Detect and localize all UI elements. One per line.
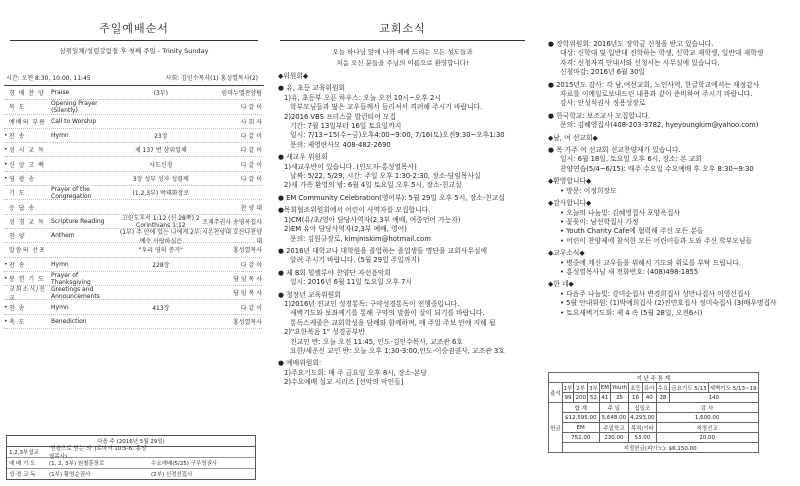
order-a: 교회소식/친교 — [9, 285, 47, 302]
stat-cell: Youth — [612, 384, 628, 391]
order-d: 시온찬양대 호산나찬양대 — [202, 228, 262, 245]
order-c: (3부) — [153, 90, 168, 98]
welcome-intro — [270, 47, 535, 69]
service-leaders: 사회: 김인수목사(1) 홍성열목사(2) — [165, 75, 258, 82]
order-row — [4, 143, 262, 157]
order-b: Call to Worship — [51, 117, 97, 125]
stat-cell: EM — [600, 384, 609, 391]
next-week-cell: (1, 2, 3부) 원철훈장로 — [49, 461, 105, 467]
stat-cell: 1부 — [562, 383, 574, 393]
news-line: 알려 주시기 바랍니다. (5월 29일 주일까지) — [290, 256, 420, 265]
news-line: ● 목 가주 여 선교회 선교찬양제가 있습니다. — [548, 146, 681, 155]
order-star: • — [4, 160, 8, 168]
news-list — [278, 72, 529, 388]
order-a: 봉 헌 기 도 — [9, 276, 45, 283]
next-week-cell: (2부) 신경선집사 — [151, 472, 193, 478]
news-line: 2)2016 VBS 프리스쿨 발런티어 모집 — [284, 112, 397, 121]
news-line: • 토요새벽기도회: 제 4 속 (5월 28일, 오전6시) — [560, 308, 703, 317]
order-a: 기 도 — [9, 190, 26, 198]
stat-cell: 28 — [656, 393, 670, 403]
news-line: 자료를 이메일로보내드린 내용과 같이 준비하여 주시기 바랍니다. — [560, 90, 753, 99]
stat-cell: 5,648.00 — [599, 413, 628, 423]
worship-subtitle: 삼위일체/성령강림절 후 첫째 주일 - Trinity Sunday — [59, 47, 209, 55]
news-line: • 꽃꽂이: 남선학집사 가정 — [560, 217, 639, 226]
news-line: 학부모님들과 많은 교우들께서 들리셔서 격려해 주시기 바랍니다. — [290, 103, 483, 112]
stat-row — [549, 443, 759, 453]
order-a: 축 도 — [9, 318, 26, 326]
stat-cell: 4,293.00 — [630, 414, 655, 421]
stat-cell: 합 계 — [562, 403, 599, 413]
order-a: 영 광 송 — [9, 175, 36, 183]
stat-cell: 수요 — [656, 383, 670, 393]
news-line: 기간: 7월 13일부터 16일 토요일까지 — [290, 122, 402, 131]
stat-cell: 지정선교 — [656, 423, 758, 433]
church-news-title: 교회소식 — [379, 22, 426, 35]
order-star: • — [4, 317, 8, 325]
order-a: 말씀의 선포 — [9, 247, 46, 255]
order-a: 경 배 찬 양 — [9, 90, 45, 98]
stat-cell: 유아 — [642, 383, 656, 393]
next-week-cell: 1,2,3부설교 — [9, 450, 39, 456]
next-week-row — [7, 469, 255, 479]
church-news-column — [270, 0, 535, 486]
news-line: 2)"요한복음 1" 성경공부반 — [284, 328, 365, 337]
stat-row — [549, 373, 759, 383]
title-divider — [10, 40, 258, 41]
news-line: 1)주요기도회: 매 주 금요일 오후 8시, 장소-본당 — [284, 368, 427, 377]
order-b: Hymn — [51, 132, 69, 140]
stat-cell: 주일학교 — [599, 423, 628, 433]
stat-cell: 헌금 — [549, 403, 563, 453]
news-line: ◆위원회◆ — [278, 72, 309, 80]
order-d: 홍성열목사 — [233, 247, 262, 255]
intro-line: 처음 오신 분들을 주님의 이름으로 환영합니다! — [336, 59, 469, 67]
order-c: 사도신경 — [149, 161, 173, 169]
order-c: 413장 — [152, 304, 170, 312]
stat-cell: $12,595.00 — [562, 413, 599, 423]
stat-cell: 출석 — [549, 383, 563, 403]
news-line: • 방문: 이정희장도 — [560, 186, 617, 195]
stat-cell: 지정헌금(피아노): $6,150.00 — [562, 443, 758, 453]
news-line: ◆남, 여 선교회◆ — [548, 133, 598, 142]
next-week-header: 다음 주 (2016년 5월 29일) — [7, 436, 255, 447]
news-line: ● 청장년 교육위원회 — [278, 290, 341, 299]
news-line: 찬양연습(5/4~6/15): 매주 수요일 수요예배 후 오후 8:30~9:30 — [560, 164, 754, 173]
next-week-box — [6, 435, 256, 480]
news-line: 1)유, 초등부 오픈 하우스: 오늘 오전 10시~오후 2시 — [284, 93, 441, 102]
order-row — [4, 115, 262, 129]
stat-row — [549, 423, 759, 433]
order-row — [4, 243, 262, 257]
news-line: 1)새교우반이 있습니다. (인도자-홍성열목사) — [284, 162, 417, 171]
stat-cell: 주 일 — [599, 403, 628, 413]
stat-cell: 230.00 — [599, 433, 628, 443]
order-c: "우리 영의 증거" — [138, 247, 183, 255]
order-b: Scripture Reading — [51, 217, 105, 225]
order-b: Greetings and Announcements — [51, 285, 100, 300]
order-b: Benediction — [51, 317, 87, 325]
order-d: 담 임 목 사 — [233, 276, 262, 283]
order-c: (1부) 주 안에 있는 나에게 2부: 예수 사랑하심은 — [119, 228, 202, 245]
news-line: 신청마감: 2016년 6월 30일 — [560, 68, 646, 77]
stat-cell: 53.00 — [629, 433, 657, 443]
order-row — [4, 100, 262, 114]
order-d: 임마누엘찬양팀 — [221, 90, 262, 98]
stat-cell: 25 — [611, 393, 629, 403]
order-d: 사 회 자 — [240, 118, 262, 126]
news-line: 2)EM 유아 담당사역자(2,3부 예배, 영어) — [284, 225, 407, 234]
order-a: 찬 양 — [9, 233, 26, 241]
order-star: • — [4, 132, 8, 140]
order-star: • — [4, 146, 8, 154]
news-line: 통독스케줄은 교회학성을 담배와 함께하며, 매 주일 주보 안에 지해 됩 — [290, 318, 496, 327]
order-b: Hymn — [51, 260, 69, 268]
next-week-cell: '믿음으로 얻는 의' (로마서 10:5-6, 홍성열목사) — [49, 446, 147, 460]
intro-line: 오늘 하나님 앞에 나와 예배 드리는 모든 성도들과 — [332, 48, 473, 56]
order-row — [4, 300, 262, 314]
news-line: 1)CM(유/초/영아 담당사역자(2,3부 예배, 여중언어 가능자) — [284, 215, 461, 224]
news-line: ●목회협조위원회에서 어린이 사역자를 모집합니다. — [278, 206, 431, 215]
order-d: 홍성열목사 — [233, 318, 262, 326]
news-line: 새벽기도와 보좌께기를 통해 구약의 말씀이 살이 되기를 바랍니다. — [290, 309, 485, 318]
news-line: 날짜: 5/22, 5/29, 시간: 주일 오후 1:30-2:30, 장소-담임목사실 — [290, 172, 481, 181]
order-b: Opening Prayer (Silently) — [51, 99, 98, 114]
order-row — [4, 258, 262, 272]
news-line: 1)2016년 전교인 성경통독: 구약성경통독이 진행중입니다. — [284, 299, 460, 308]
news-line: ● 2015년도 감사: 각 남,여선교회, 노인사역, 한글학교에서는 재정감사 — [548, 80, 760, 89]
order-d: 다 같 이 — [240, 304, 262, 312]
news-line: 문의: 김혜영집사(408-203-3782, hyeyoungkim@yahoo.com) — [560, 121, 759, 130]
order-d: 찬 양 대 — [240, 204, 262, 212]
order-a: 찬 송 — [9, 133, 26, 141]
news-line: • 다음주 나눔빛: 강미순집사 변경희집사 성만나집사 이영선집사 — [560, 289, 750, 298]
statistics-table — [548, 372, 759, 453]
order-c: 228장 — [152, 261, 170, 269]
order-a: 성 시 교 독 — [9, 147, 45, 155]
order-c: 고린도후서 1:12 (신 28쪽) 2 Corinthians 1:12 — [121, 215, 200, 230]
order-star: • — [4, 260, 8, 268]
news-line: ◆교우소식◆ — [548, 249, 585, 258]
news-line: ● 한국학교: 보조교사 모집합니다. — [548, 111, 651, 120]
stat-cell: 52 — [587, 393, 599, 403]
stat-cell: 초등 — [629, 383, 643, 393]
news-line: 감사: 안성식권사 정용성장로 — [560, 99, 646, 108]
order-c: (1,2,3부) 박태화장로 — [132, 190, 190, 198]
stat-cell: 3부 — [587, 383, 599, 393]
stat-cell: 1,600.00 — [656, 413, 758, 423]
order-a: 찬 송 — [9, 304, 26, 312]
news-line: 일시: 2016년 6월 11일 토요일 오후 7시 — [290, 278, 413, 287]
order-a: 묵 도 — [9, 104, 26, 112]
news-line: • 홍성열목사님 새 전화번호: (408)498-1855 — [560, 267, 699, 276]
title-divider — [280, 40, 525, 41]
stat-cell: 140 — [670, 393, 758, 403]
stat-cell: 751.00 — [562, 433, 599, 443]
stat-cell: 금요기도 5/13 — [670, 383, 708, 393]
order-row — [4, 129, 262, 143]
news-line: ● 2016년 대학교나 대학원을 졸업하는 졸업생들 명단을 교회사무실에 — [278, 246, 488, 255]
news-line: ● 유, 초등 교육위원회 — [278, 84, 346, 93]
news-line: ● 새교우 위원회 — [278, 153, 328, 162]
order-d: 다 같 이 — [240, 161, 262, 169]
order-d: 다 같 이 — [240, 175, 262, 183]
order-a: 성 경 교 독 — [9, 218, 45, 226]
order-b: Hymn — [51, 303, 69, 311]
news-list-2 — [548, 40, 796, 318]
order-d: 다 같 이 — [240, 104, 262, 112]
news-line: 일시: 7/13~15(수~금)오후4:00~9:00, 7/16(토)오전9:30~오후1:30 — [290, 131, 505, 140]
news-line: ◆환영합니다◆ — [548, 177, 592, 186]
order-row — [4, 229, 262, 243]
news-line: 진교인 반: 오늘 오전 11:45, 인도-김인수목사, 교조관 6호 — [290, 337, 463, 346]
next-week-row — [7, 458, 255, 469]
news-line: ● 예배위원회: — [278, 359, 322, 368]
order-d: 다 같 이 — [240, 147, 262, 155]
stat-cell: 새벽기도 5/13~19 — [708, 383, 758, 393]
news-line: 대상: 신학대 및 일반대 진학하는 학생, 신학교 재학생, 일반대 재학생 — [560, 49, 764, 58]
news-line: • 어린이 찬양제에 참석한 모든 어린이들과 도와 주신 학부모님들 — [560, 236, 753, 245]
order-d: 조재주권사 송영옥집사 — [202, 218, 262, 226]
stat-cell: 40 — [642, 393, 656, 403]
order-row — [4, 172, 262, 186]
stat-row — [549, 413, 759, 423]
order-b: Prayer of the Congregation — [51, 185, 92, 200]
news-line: ◆감사합니다◆ — [548, 199, 592, 208]
order-row — [4, 186, 262, 200]
stat-row — [549, 383, 759, 393]
news-line: 2)수요예배 설교 시리즈 [선악의 악인들] — [284, 378, 404, 387]
stat-cell: 41 — [599, 393, 610, 403]
order-d: 다 같 이 — [240, 133, 262, 141]
stat-cell: 2부 — [574, 383, 588, 393]
order-a: 응 답 송 — [9, 204, 36, 212]
order-a: 신 앙 고 백 — [9, 161, 45, 169]
news-stats-column — [538, 0, 800, 486]
stat-cell: 99 — [562, 393, 574, 403]
order-star: • — [4, 275, 8, 282]
news-line: 자격: 신청자격 안내서와 신청서는 사무실에 있습니다. — [560, 58, 720, 67]
service-time: 시간: 오전 8:30, 10:00, 11:45 — [6, 75, 91, 82]
next-week-cell: 예 배 기 도 — [9, 461, 36, 467]
stat-cell: 감 사 — [656, 403, 758, 413]
order-row — [4, 157, 262, 171]
order-star: • — [4, 303, 8, 311]
news-line: 요한/새운신 교인 반: 오늘 오후 1:30-3:00,인도-이승권권사, 교조관 3호 — [290, 346, 505, 355]
news-line: 2)새 가족 환영의 밤: 6월 4일 토요일 오후 5시, 장소-친교실 — [284, 181, 462, 190]
order-row — [4, 286, 262, 300]
order-c: 3장 성부 성자 성령께 — [132, 175, 189, 183]
news-line: ◆한 네◆ — [548, 280, 574, 289]
news-line: ● 장학위원회: 2016년도 장학금 신청을 받고 있습니다. — [548, 40, 714, 48]
news-line: • 5월 안내위원: (1)박예희집사 (2)진민호집사 정미숙집사 (3)배우명집사 — [560, 299, 777, 308]
news-line: • Youth Charity Cafe에 협력해 주신 모든 분들 — [560, 227, 704, 236]
order-a: 찬 송 — [9, 261, 26, 269]
order-b: Prayer of Thanksgiving — [51, 271, 91, 286]
order-c: 23장 — [154, 133, 168, 141]
next-week-cell: 수요예배(5/25) 구우영권사 — [151, 461, 218, 467]
order-b: Praise — [51, 89, 70, 97]
next-week-cell: 성 경 교 독 — [9, 472, 36, 478]
stat-cell: 목적/기타 — [629, 423, 657, 433]
news-line: 문의: 제영란사모 408-482-2690 — [290, 140, 391, 149]
news-line: • 병중에 계신 교우들을 위해서 기도와 위로를 부탁 드립니다. — [560, 258, 742, 267]
worship-order-column — [0, 0, 268, 486]
stat-cell: 200 — [575, 394, 586, 401]
order-d: 다 같 이 — [240, 261, 262, 269]
stat-cell: 지 난 주 통 계 — [549, 373, 759, 383]
order-row — [4, 315, 262, 329]
stat-row — [549, 393, 759, 403]
order-row — [4, 86, 262, 100]
news-line: 문의: 김원규장로, kimjmskim@hotmail.com — [290, 234, 431, 243]
stat-cell: 16 — [629, 393, 643, 403]
next-week-cell: (1부) 황영순권사 — [49, 472, 91, 478]
news-line: 일시: 6월 18일, 토요일 오후 6시, 장소: 본 교회 — [560, 155, 702, 164]
order-list — [0, 86, 268, 329]
order-b: Anthem — [51, 232, 75, 240]
next-week-row — [7, 447, 255, 458]
stat-cell: 20.00 — [656, 433, 758, 443]
order-star: • — [4, 174, 8, 182]
stat-cell: 십일조 — [629, 403, 657, 413]
news-line: • 오늘의 나눔빛: 김혜영집사 포양옥집사 — [560, 208, 680, 217]
news-line: ● EM Community Celebration(영어부): 5월 29일 오후 5시, 장소-친교실 — [278, 193, 505, 202]
order-a: 예배의 부름 — [9, 118, 46, 126]
order-d: 담 임 목 사 — [233, 290, 262, 298]
order-c: 제 137 번 삼위일체 — [134, 147, 187, 155]
worship-order-title: 주일예배순서 — [99, 22, 169, 35]
stat-row — [549, 433, 759, 443]
stat-cell: EM — [562, 423, 599, 433]
stat-row — [549, 403, 759, 413]
news-line: ● 제 8회 힐렐루야 찬양단 자선음악회 — [278, 268, 391, 277]
